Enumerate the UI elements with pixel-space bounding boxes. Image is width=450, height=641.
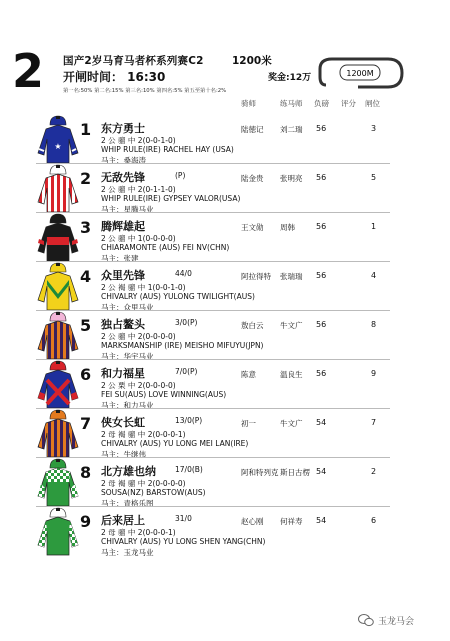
horse-owner: 马主：桑海涛 [101,156,146,165]
trainer-name: 牛文广 [280,419,303,428]
horse-name: 众里先锋 [101,269,145,282]
carried-weight: 56 [316,320,327,329]
horse-owner: 马主：张建 [101,254,139,263]
runner-row [0,507,450,556]
carried-weight: 56 [316,369,327,378]
jockey-silk-icon [36,409,82,463]
horse-owner: 马主：牛继伟 [101,450,146,459]
carried-weight: 54 [316,418,327,427]
jockey-silk-icon [36,115,82,169]
jockey-name: 阿拉得特 [241,272,271,281]
header-jockey: 骑师 [241,99,256,108]
carried-weight: 56 [316,173,327,182]
header-weight: 负磅 [314,99,329,108]
horse-owner: 马主：众里马业 [101,303,154,312]
horse-name: 独占鳌头 [101,318,145,331]
horse-name: 后来居上 [101,514,145,527]
trainer-name: 周韩 [280,223,295,232]
horse-rating: 17/0(B) [175,465,203,474]
runner-number: 3 [80,218,92,237]
carried-weight: 56 [316,222,327,231]
draw-number: 2 [371,467,377,476]
header-rating: 评分 [341,99,356,108]
draw-number: 7 [371,418,377,427]
horse-pedigree: CHIARAMONTE (AUS) FEI NV(CHN) [101,243,230,252]
runner-number: 8 [80,463,92,482]
jockey-name: 初一 [241,419,256,428]
jockey-silk-icon [36,507,82,561]
runner-number: 2 [80,169,92,188]
horse-rating: 44/0 [175,269,192,278]
header-draw: 闸位 [365,99,380,108]
svg-text:★: ★ [54,142,62,151]
horse-rating: 31/0 [175,514,192,523]
horse-pedigree: CHIVALRY (AUS) YULONG TWILIGHT(AUS) [101,292,255,301]
horse-rating: 7/0(P) [175,367,198,376]
trainer-name: 张瑞瑞 [280,272,303,281]
runner-row [0,164,450,213]
trainer-name: 牛文广 [280,321,303,330]
runner-row [0,213,450,262]
horse-owner: 马主：星腾马业 [101,205,154,214]
jockey-name: 陆徳记 [241,125,264,134]
race-number: 2 [12,44,45,98]
horse-rating: 13/0(P) [175,416,203,425]
runner-row [0,115,450,164]
jockey-name: 陈意 [241,370,256,379]
carried-weight: 54 [316,516,327,525]
horse-name: 无敌先锋 [101,171,145,184]
jockey-silk-icon [36,262,82,316]
runner-number: 1 [80,120,92,139]
draw-number: 6 [371,516,377,525]
draw-number: 8 [371,320,377,329]
horse-owner: 马主：华宇马业 [101,352,154,361]
draw-number: 9 [371,369,377,378]
horse-pedigree: FEI SU(AUS) LOVE WINNING(AUS) [101,390,227,399]
runner-row [0,360,450,409]
track-diagram [318,55,406,95]
trainer-name: 斯日古楞 [280,468,310,477]
runner-number: 7 [80,414,92,433]
carried-weight: 54 [316,467,327,476]
jockey-name: 陆金贵 [241,174,264,183]
race-distance: 1200米 [232,55,272,67]
prize-money: 奖金:12万 [268,73,312,83]
horse-details: 2 公 骝 中 1(0-0-0-0) [101,234,176,243]
jockey-silk-icon [36,164,82,218]
jockey-silk-icon [36,360,82,414]
race-title: 国产2岁马育马者杯系列赛C2 [63,55,204,67]
horse-details: 2 公 骝 中 2(0-0-1-0) [101,136,176,145]
horse-pedigree: WHIP RULE(IRE) RACHEL HAY (USA) [101,145,234,154]
jockey-silk-icon [36,458,82,512]
runner-row [0,262,450,311]
runner-number: 4 [80,267,92,286]
horse-owner: 马主：青格乐图 [101,499,154,508]
draw-number: 3 [371,124,377,133]
track-label: 1200M [346,69,374,78]
horse-pedigree: MARKSMANSHIP (IRE) MEISHO MIFUYU(JPN) [101,341,264,350]
trainer-name: 刘二瑞 [280,125,303,134]
draw-number: 1 [371,222,377,231]
runner-number: 6 [80,365,92,384]
wechat-icon [358,613,374,627]
draw-number: 4 [371,271,377,280]
horse-owner: 马主：玉龙马业 [101,548,154,557]
jockey-name: 赵心刚 [241,517,264,526]
horse-name: 北方雄也纳 [101,465,156,478]
draw-number: 5 [371,173,377,182]
carried-weight: 56 [316,124,327,133]
jockey-name: 王文勋 [241,223,264,232]
header-trainer: 练马师 [280,99,303,108]
horse-pedigree: WHIP RULE(IRE) GYPSEY VALOR(USA) [101,194,241,203]
horse-rating: 3/0(P) [175,318,198,327]
horse-details: 2 公 褐 骝 中 1(0-0-1-0) [101,283,186,292]
horse-details: 2 母 褐 骝 中 2(0-0-0-1) [101,430,186,439]
horse-pedigree: SOUSA(NZ) BARSTOW(AUS) [101,488,206,497]
horse-name: 侠女长虹 [101,416,145,429]
jockey-name: 阿和特列克 [241,468,279,477]
prize-split: 第一名:50% 第二名:15% 第三名:10% 第四名:5% 第五至第十名:2% [63,88,227,94]
horse-owner: 马主：和力马业 [101,401,154,410]
runner-row [0,311,450,360]
runner-row [0,409,450,458]
runner-row [0,458,450,507]
carried-weight: 56 [316,271,327,280]
horse-details: 2 母 骝 中 2(0-0-0-1) [101,528,176,537]
horse-pedigree: CHIVALRY (AUS) YU LONG SHEN YANG(CHN) [101,537,266,546]
horse-details: 2 母 褐 骝 中 2(0-0-0-0) [101,479,186,488]
gate-time: 开闸时间： 16:30 [63,70,166,84]
horse-name: 腾辉雄起 [101,220,145,233]
horse-details: 2 公 栗 中 2(0-0-0-0) [101,381,176,390]
horse-name: 东方勇士 [101,122,145,135]
trainer-name: 张明亮 [280,174,303,183]
horse-pedigree: CHIVALRY (AUS) YU LONG MEI LAN(IRE) [101,439,249,448]
watermark: 玉龙马会 [378,617,415,627]
horse-name: 和力福星 [101,367,145,380]
trainer-name: 温良生 [280,370,303,379]
horse-rating: (P) [175,171,186,180]
trainer-name: 何祥寿 [280,517,303,526]
jockey-silk-icon [36,311,82,365]
horse-details: 2 公 骝 中 2(0-0-0-0) [101,332,176,341]
horse-details: 2 公 骝 中 2(0-1-1-0) [101,185,176,194]
jockey-silk-icon [36,213,82,267]
runner-number: 9 [80,512,92,531]
runner-number: 5 [80,316,92,335]
jockey-name: 敖白云 [241,321,264,330]
